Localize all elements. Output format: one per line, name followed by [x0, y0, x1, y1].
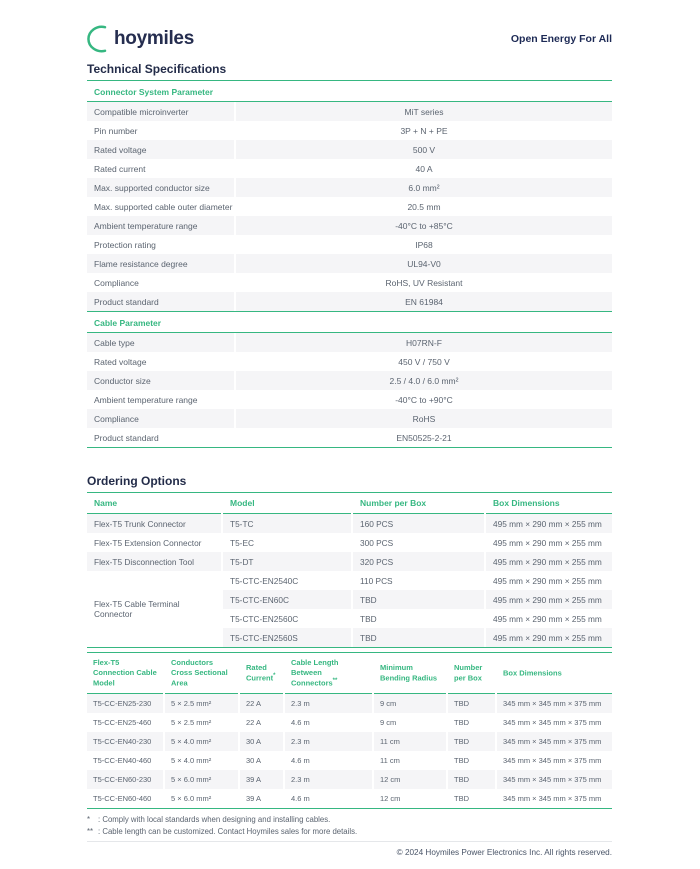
spec-label: Max. supported cable outer diameter: [94, 201, 233, 212]
section-heading: Connector System Parameter: [87, 81, 612, 102]
spec-label: Rated voltage: [94, 356, 147, 367]
spec-label: Pin number: [94, 125, 138, 136]
table-row: [87, 102, 612, 121]
table-row: [87, 140, 612, 159]
dims-cell: 495 mm × 290 mm × 255 mm: [485, 590, 612, 609]
length-cell: 2.3 m: [284, 694, 373, 714]
length-cell: 2.3 m: [284, 732, 373, 751]
spec-value: EN 61984: [235, 292, 612, 311]
cable-parameter-section: [87, 312, 612, 448]
current-cell: 22 A: [239, 713, 284, 732]
spec-label: Rated current: [94, 163, 146, 174]
dims-cell: 345 mm × 345 mm × 375 mm: [496, 751, 612, 770]
length-cell: 4.6 m: [284, 751, 373, 770]
table-row: [87, 428, 612, 447]
current-cell: 39 A: [239, 789, 284, 808]
table-row: [87, 732, 612, 751]
area-cell: 5 × 2.5 mm²: [164, 713, 239, 732]
spec-value: -40°C to +90°C: [235, 390, 612, 409]
qty-cell: 320 PCS: [352, 552, 485, 571]
table-row: [87, 216, 612, 235]
spec-value: 40 A: [235, 159, 612, 178]
spec-label: Ambient temperature range: [87, 216, 235, 235]
spec-value: RoHS: [235, 409, 612, 428]
qty-cell: TBD: [447, 770, 496, 789]
column-header-cable-model: [87, 653, 164, 694]
model-cell: T5-CTC-EN2540C: [222, 571, 352, 590]
area-cell: 5 × 4.0 mm²: [164, 751, 239, 770]
column-header-cable-length: [284, 653, 373, 694]
dims-cell: 495 mm × 290 mm × 255 mm: [485, 628, 612, 647]
dims-cell: 495 mm × 290 mm × 255 mm: [485, 571, 612, 590]
dims-cell: 495 mm × 290 mm × 255 mm: [485, 552, 612, 571]
table-row: [87, 751, 612, 770]
qty-cell: TBD: [447, 713, 496, 732]
footer-divider: [87, 841, 612, 842]
current-cell: 22 A: [239, 694, 284, 714]
footnote: [87, 814, 612, 826]
spec-label: Cable type: [87, 333, 235, 352]
spec-value: 500 V: [235, 140, 612, 159]
ordering-table-2: [87, 652, 612, 809]
connector-system-parameter-section: [87, 81, 612, 312]
cable-model-cell: T5-CC-EN60-230: [87, 770, 164, 789]
table-row: [87, 333, 612, 352]
connection-cable-ordering-table: [87, 653, 612, 808]
column-header-rated-current: [239, 653, 284, 694]
radius-cell: 12 cm: [373, 789, 447, 808]
spec-value: 20.5 mm: [235, 197, 612, 216]
header-text: Number per Box: [454, 663, 483, 683]
model-cell: T5-CTC-EN2560S: [222, 628, 352, 647]
table-row: [87, 121, 612, 140]
model-cell: T5-CTC-EN60C: [222, 590, 352, 609]
radius-cell: 11 cm: [373, 751, 447, 770]
spec-value: 6.0 mm²: [235, 178, 612, 197]
spec-label: Compliance: [94, 277, 139, 288]
technical-specifications-title: Technical Specifications: [87, 62, 612, 81]
spec-value: UL94-V0: [235, 254, 612, 273]
spec-label: Product standard: [87, 292, 235, 311]
footnote-marker: **: [87, 826, 94, 836]
radius-cell: 11 cm: [373, 732, 447, 751]
radius-cell: 9 cm: [373, 694, 447, 714]
qty-cell: TBD: [352, 628, 485, 647]
header-text: Minimum Bending Radius: [380, 663, 438, 683]
model-cell: T5-DT: [222, 552, 352, 571]
cable-model-cell: T5-CC-EN60-460: [93, 794, 152, 803]
header-text: Conductors Cross Sectional Area: [171, 658, 228, 688]
qty-cell: TBD: [447, 789, 496, 808]
spec-value: RoHS, UV Resistant: [235, 273, 612, 292]
header-footnote-marker: **: [332, 677, 338, 684]
model-cell: T5-TC: [222, 514, 352, 534]
dims-cell: 345 mm × 345 mm × 375 mm: [496, 789, 612, 808]
spec-label: Conductor size: [87, 371, 235, 390]
header-text: Rated Current: [246, 663, 274, 683]
connector-spec-table: [87, 102, 612, 311]
qty-cell: 160 PCS: [352, 514, 485, 534]
dims-cell: 495 mm × 290 mm × 255 mm: [485, 533, 612, 552]
spec-label: Compatible microinverter: [87, 102, 235, 121]
spec-value: 2.5 / 4.0 / 6.0 mm²: [235, 371, 612, 390]
product-name: Flex-T5 Disconnection Tool: [87, 552, 222, 571]
area-cell: 5 × 4.0 mm²: [164, 732, 239, 751]
current-cell: 30 A: [239, 751, 284, 770]
product-name-group: Flex-T5 Cable Terminal Connector: [87, 571, 222, 647]
footnote: [87, 826, 612, 838]
page-header: [87, 25, 612, 53]
header-text: Box Dimensions: [503, 668, 562, 678]
column-header-number-per-box: Number per Box: [352, 493, 485, 514]
cable-model-cell: T5-CC-EN40-230: [87, 732, 164, 751]
table-row: [87, 159, 612, 178]
spec-label: Compliance: [87, 409, 235, 428]
footnote-marker: *: [87, 815, 91, 824]
column-header-model: Model: [222, 493, 352, 514]
spec-value: 450 V / 750 V: [235, 352, 612, 371]
model-cell: T5-CTC-EN2560C: [222, 609, 352, 628]
dims-cell: 345 mm × 345 mm × 375 mm: [496, 732, 612, 751]
table-header-row: [87, 493, 612, 514]
length-cell: 2.3 m: [284, 770, 373, 789]
ordering-table-1: [87, 493, 612, 648]
cable-spec-table: [87, 333, 612, 447]
header-footnote-marker: *: [273, 672, 276, 679]
spec-value: EN50525-2-21: [235, 428, 612, 447]
table-row: [87, 409, 612, 428]
table-row: [87, 533, 612, 552]
table-row: [87, 514, 612, 534]
table-row: [87, 292, 612, 311]
qty-cell: TBD: [352, 590, 485, 609]
table-row: [87, 789, 612, 808]
spec-label: Rated voltage: [87, 140, 235, 159]
dims-cell: 345 mm × 345 mm × 375 mm: [496, 694, 612, 714]
column-header-cross-sectional-area: [164, 653, 239, 694]
radius-cell: 9 cm: [373, 713, 447, 732]
table-row: [87, 552, 612, 571]
model-cell: T5-EC: [222, 533, 352, 552]
footnote-text: : Cable length can be customized. Contact Hoymiles sales for more details.: [98, 826, 358, 836]
table-row: [87, 694, 612, 714]
area-cell: 5 × 6.0 mm²: [164, 789, 239, 808]
table-row: [87, 770, 612, 789]
qty-cell: 110 PCS: [352, 571, 485, 590]
dims-cell: 495 mm × 290 mm × 255 mm: [485, 609, 612, 628]
dims-cell: 345 mm × 345 mm × 375 mm: [496, 770, 612, 789]
column-header-box-dimensions: Box Dimensions: [485, 493, 612, 514]
spec-label: Max. supported conductor size: [87, 178, 235, 197]
spec-value: 3P + N + PE: [235, 121, 612, 140]
spec-value: MiT series: [235, 102, 612, 121]
table-row: [87, 273, 612, 292]
table-row: [87, 235, 612, 254]
radius-cell: 12 cm: [373, 770, 447, 789]
dims-cell: 345 mm × 345 mm × 375 mm: [496, 713, 612, 732]
spec-value: H07RN-F: [235, 333, 612, 352]
qty-cell: TBD: [447, 694, 496, 714]
qty-cell: TBD: [447, 732, 496, 751]
logo-wordmark: hoymiles: [114, 28, 194, 49]
spec-label: Protection rating: [94, 239, 156, 250]
product-name: Flex-T5 Trunk Connector: [87, 514, 222, 534]
cable-model-cell: T5-CC-EN25-460: [93, 718, 152, 727]
dims-cell: 495 mm × 290 mm × 255 mm: [485, 514, 612, 534]
product-name: Flex-T5 Extension Connector: [94, 537, 202, 548]
area-cell: 5 × 6.0 mm²: [164, 770, 239, 789]
table-header-row: [87, 653, 612, 694]
spec-value: -40°C to +85°C: [235, 216, 612, 235]
qty-cell: TBD: [447, 751, 496, 770]
copyright-text: © 2024 Hoymiles Power Electronics Inc. All rights reserved.: [396, 848, 612, 858]
column-header-number-per-box: [447, 653, 496, 694]
section-heading: Cable Parameter: [87, 312, 612, 333]
ordering-options-title: Ordering Options: [87, 474, 612, 493]
table-row: [87, 197, 612, 216]
footnotes: [87, 814, 612, 837]
current-cell: 30 A: [239, 732, 284, 751]
header-text: Flex-T5 Connection Cable Model: [93, 658, 157, 688]
brand-tagline: Open Energy For All: [510, 33, 612, 45]
logo-arc-icon: [87, 25, 112, 53]
column-header-name: Name: [87, 493, 222, 514]
table-row: [87, 713, 612, 732]
table-row: [87, 390, 612, 409]
spec-label: Ambient temperature range: [94, 394, 198, 405]
qty-cell: 300 PCS: [352, 533, 485, 552]
column-header-box-dimensions: [496, 653, 612, 694]
length-cell: 4.6 m: [284, 713, 373, 732]
current-cell: 39 A: [239, 770, 284, 789]
column-header-bending-radius: [373, 653, 447, 694]
spec-label: Flame resistance degree: [87, 254, 235, 273]
table-row: [87, 254, 612, 273]
hoymiles-logo: [87, 25, 194, 53]
cable-model-cell: T5-CC-EN40-460: [93, 756, 152, 765]
qty-cell: TBD: [352, 609, 485, 628]
length-cell: 4.6 m: [284, 789, 373, 808]
spec-label: Product standard: [94, 432, 159, 443]
footnote-text: : Comply with local standards when designing and installing cables.: [98, 815, 331, 824]
header-text: Cable Length Between Connectors: [291, 658, 339, 688]
spec-value: IP68: [235, 235, 612, 254]
table-row: [87, 178, 612, 197]
table-row: [87, 371, 612, 390]
table-row: [87, 571, 612, 590]
area-cell: 5 × 2.5 mm²: [164, 694, 239, 714]
cable-model-cell: T5-CC-EN25-230: [87, 694, 164, 714]
connector-ordering-table: [87, 493, 612, 647]
table-row: [87, 352, 612, 371]
